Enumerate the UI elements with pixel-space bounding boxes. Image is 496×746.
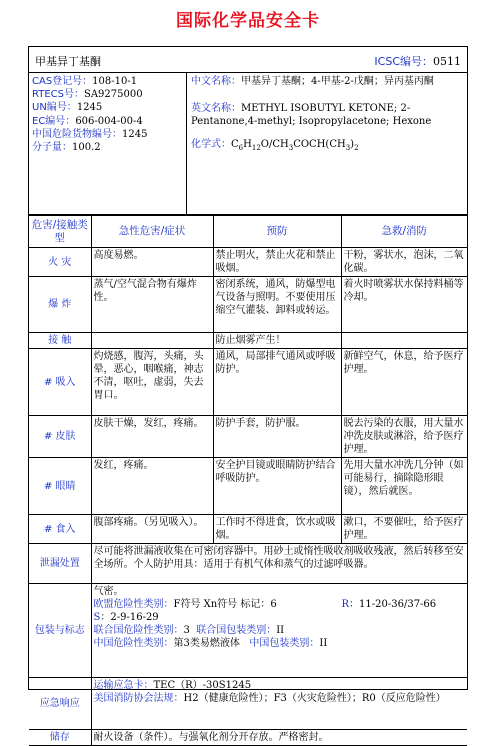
chemical-formula bbox=[191, 138, 463, 155]
un-label: UN编号： bbox=[32, 102, 77, 114]
formula-part: ) bbox=[350, 139, 355, 150]
table-header-row bbox=[29, 216, 467, 248]
ec-number bbox=[32, 115, 183, 128]
mw-value: 100.2 bbox=[72, 142, 101, 154]
identification-section bbox=[29, 73, 467, 215]
un-number bbox=[32, 101, 183, 114]
table-row bbox=[29, 349, 467, 416]
spill-row bbox=[29, 544, 467, 584]
col-header-aid: 急救/消防 bbox=[341, 216, 467, 248]
formula-part: COCH(CH bbox=[293, 139, 346, 150]
icsc-label: ICSC编号： bbox=[374, 55, 433, 68]
un-class-value: 3 bbox=[183, 625, 190, 636]
icsc-value: 0511 bbox=[433, 55, 461, 68]
r-value: ：11-20-36/37-66 bbox=[349, 599, 437, 610]
row-type-exposure: 接 触 bbox=[29, 333, 91, 349]
un-class-label: 联合国危险性类别： bbox=[93, 625, 184, 636]
rtecs-value: SA9275000 bbox=[83, 89, 143, 101]
col-header-hazard: 急性危害/症状 bbox=[91, 216, 213, 248]
cn-name-label: 中文名称： bbox=[191, 76, 241, 87]
formula-subscript: 2 bbox=[354, 144, 359, 152]
row-type-inhalation: # 吸入 bbox=[29, 349, 91, 416]
cas-value: 108-10-1 bbox=[92, 76, 138, 87]
col-header-prevention: 预防 bbox=[213, 216, 341, 248]
identifier-list bbox=[29, 73, 187, 214]
un-classification bbox=[94, 624, 466, 637]
r-phrases bbox=[342, 598, 437, 611]
china-dg-label: 中国危险货物编号： bbox=[32, 128, 122, 140]
cas-label: CAS登记号： bbox=[32, 76, 93, 87]
formula-subscript: 6 bbox=[238, 144, 244, 152]
english-name bbox=[191, 102, 463, 128]
storage-label: 储存 bbox=[29, 730, 91, 746]
molecular-weight bbox=[32, 141, 183, 154]
china-dg-number bbox=[32, 128, 183, 141]
prevention-cell: 工作时不得进食，饮水或吸烟。 bbox=[213, 515, 341, 544]
hazard-cell bbox=[91, 333, 213, 349]
aid-cell: 先用大量水冲洗几分钟（如可能易行，摘除隐形眼镜），然后就医。 bbox=[341, 458, 467, 515]
hazard-cell: 高度易燃。 bbox=[91, 248, 213, 277]
un-value: 1245 bbox=[76, 102, 103, 114]
packaging-row bbox=[29, 584, 467, 678]
un-pack-label: 联合国包装类别： bbox=[196, 625, 277, 636]
cn-pack-label: 中国包装类别： bbox=[249, 638, 320, 649]
nfpa-label: 美国消防协会法规： bbox=[93, 693, 184, 704]
hazard-cell: 皮肤干燥，发红，疼痛。 bbox=[91, 416, 213, 458]
row-type-fire: 火 灾 bbox=[29, 248, 91, 277]
table-row bbox=[29, 416, 467, 458]
formula-subscript: 3 bbox=[288, 144, 294, 152]
packaging-line: 气密。 bbox=[93, 586, 124, 597]
r-label: R bbox=[341, 599, 350, 610]
s-phrases bbox=[94, 611, 466, 624]
storage-row bbox=[29, 730, 467, 746]
cn-class-value: 第3类易燃液体 bbox=[173, 638, 240, 649]
row-type-eyes: # 眼睛 bbox=[29, 458, 91, 515]
page-title: 国际化学品安全卡 bbox=[176, 11, 320, 31]
safety-card bbox=[28, 46, 468, 743]
cas-number bbox=[32, 75, 183, 88]
chemical-name: 甲基异丁基酮 bbox=[35, 55, 101, 68]
formula-part: C bbox=[231, 139, 239, 150]
cn-pack-value: II bbox=[319, 638, 328, 649]
mw-label: 分子量： bbox=[32, 142, 72, 154]
storage-text: 耐火设备（条件）。与强氧化剂分开存放。严格密封。 bbox=[91, 730, 467, 746]
icsc-number bbox=[374, 53, 461, 69]
s-label: S bbox=[93, 612, 101, 623]
card-header bbox=[29, 47, 467, 73]
en-name-label: 英文名称： bbox=[191, 103, 241, 114]
s-value: ：2-9-16-29 bbox=[100, 612, 159, 623]
china-dg-value: 1245 bbox=[122, 128, 148, 140]
prevention-cell: 防护手套，防护服。 bbox=[213, 416, 341, 458]
aid-cell: 脱去污染的衣服，用大量水冲洗皮肤或淋浴，给予医疗护理。 bbox=[341, 416, 467, 458]
emergency-row bbox=[29, 678, 467, 730]
rtecs-number bbox=[32, 88, 183, 101]
eu-classification bbox=[94, 598, 466, 611]
transport-card-label: 运输应急卡： bbox=[93, 680, 154, 691]
hazard-cell: 蒸气/空气混合物有爆炸性。 bbox=[91, 277, 213, 333]
eu-value: F符号 Xn符号 标记：6 bbox=[173, 599, 277, 610]
table-row bbox=[29, 515, 467, 544]
row-type-explosion: 爆 炸 bbox=[29, 277, 91, 333]
hazard-table bbox=[29, 215, 467, 746]
formula-part: O/CH bbox=[260, 139, 289, 150]
packaging-label: 包装与标志 bbox=[29, 584, 91, 678]
nfpa-rating bbox=[94, 692, 466, 705]
ec-label: EC编号： bbox=[32, 115, 76, 127]
formula-subscript: 3 bbox=[345, 144, 351, 152]
table-row bbox=[29, 277, 467, 333]
hazard-cell: 灼烧感，腹泻，头痛，头晕，恶心，咽喉痛，神志不清，呕吐，虚弱，失去胃口。 bbox=[91, 349, 213, 416]
emergency-content bbox=[91, 678, 467, 730]
emergency-label: 应急响应 bbox=[29, 678, 91, 730]
table-row bbox=[29, 333, 467, 349]
aid-cell: 干粉，雾状水，泡沫，二氧化碳。 bbox=[341, 248, 467, 277]
prevention-cell: 密闭系统，通风，防爆型电气设备与照明。不要使用压缩空气灌装、卸料或转运。 bbox=[213, 277, 341, 333]
aid-cell: 着火时喷雾状水保持料桶等冷却。 bbox=[341, 277, 467, 333]
table-row bbox=[29, 248, 467, 277]
en-name-value: METHYL ISOBUTYL KETONE; 2-Pentanone,4-methyl; Isopropylacetone; Hexone bbox=[191, 103, 432, 127]
packaging-content bbox=[91, 584, 467, 678]
prevention-cell: 通风，局部排气通风或呼吸防护。 bbox=[213, 349, 341, 416]
spill-label: 泄漏处置 bbox=[29, 544, 91, 584]
aid-cell bbox=[341, 333, 467, 349]
spill-text: 尽可能将泄漏液收集在可密闭容器中。用砂土或惰性吸收剂吸收残液，然后转移至安全场所。个人防护用具：适用于有机气体和蒸气的过滤呼吸器。 bbox=[91, 544, 467, 584]
eu-label: 欧盟危险性类别： bbox=[93, 599, 174, 610]
ec-value: 606-004-00-4 bbox=[75, 115, 143, 127]
row-type-ingestion: # 食入 bbox=[29, 515, 91, 544]
nfpa-value: H2（健康危险性）；F3（火灾危险性）；R0（反应危险性） bbox=[183, 693, 446, 704]
formula-subscript: 12 bbox=[251, 144, 261, 152]
table-row bbox=[29, 458, 467, 515]
aid-cell: 漱口，不要催吐，给予医疗护理。 bbox=[341, 515, 467, 544]
col-header-type: 危害/接触类型 bbox=[29, 216, 91, 248]
prevention-cell: 防止烟雾产生！ bbox=[213, 333, 341, 349]
names-block bbox=[189, 73, 465, 157]
transport-card-value: TEC（R）-30S1245 bbox=[153, 680, 252, 691]
hazard-cell: 腹部疼痛。（另见吸入）。 bbox=[91, 515, 213, 544]
prevention-cell: 禁止明火，禁止火花和禁止吸烟。 bbox=[213, 248, 341, 277]
hazard-cell: 发红，疼痛。 bbox=[91, 458, 213, 515]
row-type-skin: # 皮肤 bbox=[29, 416, 91, 458]
transport-card bbox=[94, 679, 466, 692]
rtecs-label: RTECS号： bbox=[32, 89, 84, 101]
cn-class-label: 中国危险性类别： bbox=[93, 638, 174, 649]
formula-part: H bbox=[243, 139, 252, 150]
cn-name-value: 甲基异丁基酮；4-甲基-2-戊酮；异丙基丙酮 bbox=[241, 76, 434, 87]
chinese-name bbox=[191, 75, 463, 88]
un-pack-value: II bbox=[276, 625, 285, 636]
formula-label: 化学式： bbox=[191, 139, 231, 150]
aid-cell: 新鲜空气，休息，给予医疗护理。 bbox=[341, 349, 467, 416]
prevention-cell: 安全护目镜或眼睛防护结合呼吸防护。 bbox=[213, 458, 341, 515]
china-classification bbox=[94, 637, 466, 650]
